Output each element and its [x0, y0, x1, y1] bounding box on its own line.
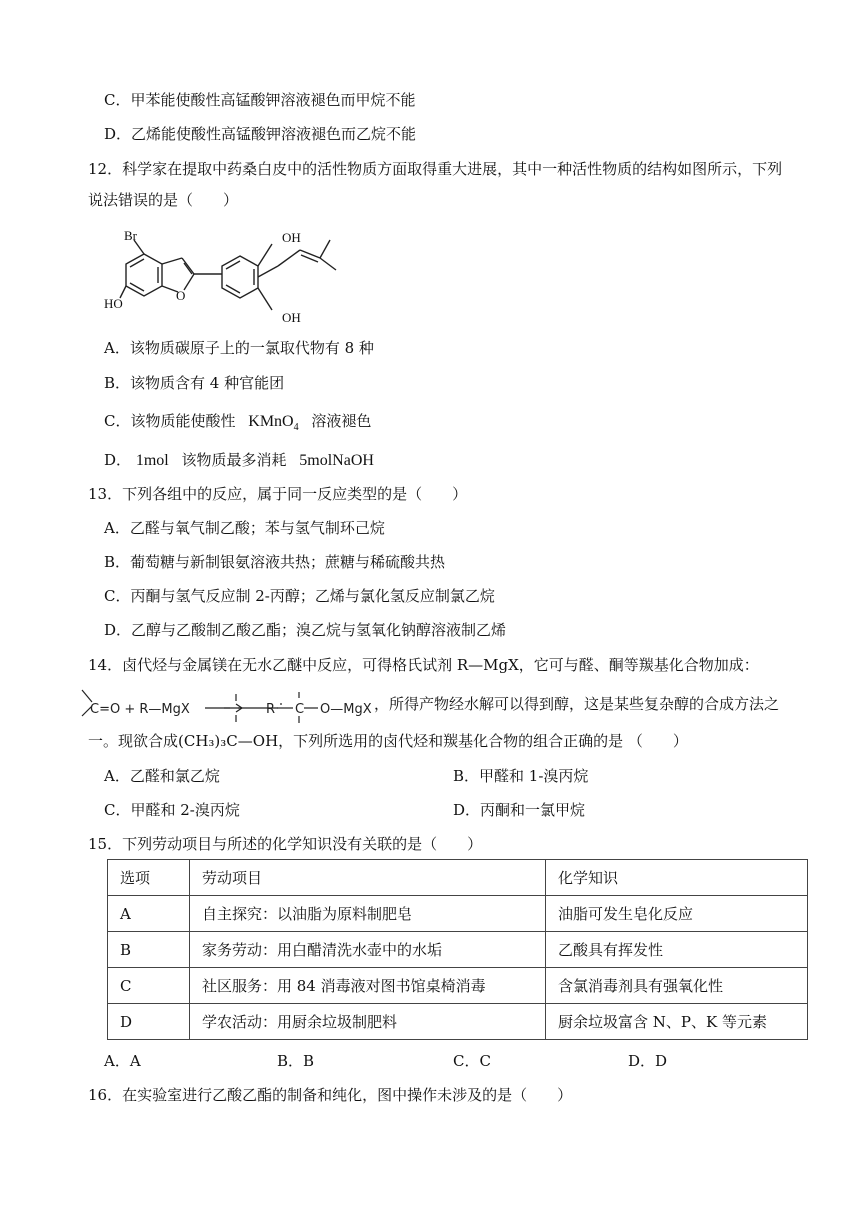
q15-option-c: C．C — [453, 1052, 491, 1070]
table-cell: 学农活动：用厨余垃圾制肥料 — [190, 1004, 546, 1040]
q14-option-d: D．丙酮和一氯甲烷 — [453, 801, 586, 819]
product-r: R — [266, 702, 276, 717]
q15-stem: 15．下列劳动项目与所述的化学知识没有关联的是（ ） — [88, 835, 483, 853]
q11-option-c: C．甲苯能使酸性高锰酸钾溶液褪色而甲烷不能 — [104, 91, 416, 109]
bromine-label: Br — [124, 228, 137, 243]
q13-option-a: A．乙醛与氧气制乙酸；苯与氢气制环己烷 — [104, 519, 385, 537]
q12-option-a: A．该物质碳原子上的一氯取代物有 8 种 — [104, 339, 374, 357]
table-row — [108, 896, 808, 932]
q13-option-b: B．葡萄糖与新制银氨溶液共热；蔗糖与稀硫酸共热 — [104, 553, 446, 571]
table-row — [108, 1004, 808, 1040]
q15-option-d: D．D — [628, 1052, 668, 1070]
product-c: C — [295, 702, 305, 717]
molecular-structure-diagram — [104, 226, 344, 326]
q12-option-c-tail: 溶液褪色 — [311, 412, 372, 430]
hydroxy-label-bottom: OH — [282, 310, 301, 325]
header-labor-item: 劳动项目 — [190, 860, 546, 896]
naoh-formula: 5molNaOH — [299, 452, 374, 469]
table-cell: D — [108, 1004, 190, 1040]
table-cell: A — [108, 896, 190, 932]
q14-option-b: B．甲醛和 1-溴丙烷 — [453, 767, 589, 785]
kmno4-formula: KMnO$_4$ — [248, 413, 299, 434]
table-row — [108, 932, 808, 968]
table-row — [108, 968, 808, 1004]
q14-option-a: A．乙醛和氯乙烷 — [104, 767, 220, 785]
header-option: 选项 — [108, 860, 190, 896]
table-cell: 厨余垃圾富含 N、P、K 等元素 — [546, 1004, 808, 1040]
q12-option-d: D． 1mol 该物质最多消耗 5molNaOH — [104, 451, 374, 469]
q12-option-b: B．该物质含有 4 种官能团 — [104, 374, 285, 392]
q14-stem-line2: ，所得产物经水解可以得到醇，这是某些复杂醇的合成方法之 — [374, 695, 780, 713]
hydroxy-label-left: HO — [104, 296, 123, 311]
table-cell: 油脂可发生皂化反应 — [546, 896, 808, 932]
q13-stem: 13．下列各组中的反应，属于同一反应类型的是（ ） — [88, 485, 468, 503]
q12-option-c-text: C．该物质能使酸性 — [104, 412, 236, 430]
q12-stem-line2: 说法错误的是（ ） — [88, 191, 239, 209]
table-cell: 乙酸具有挥发性 — [546, 932, 808, 968]
q14-stem-line1: 14．卤代烃与金属镁在无水乙醚中反应，可得格氏试剂 R—MgX，它可与醛、酮等羰基化合物加成： — [88, 656, 759, 674]
table-cell: 自主探究：以油脂为原料制肥皂 — [190, 896, 546, 932]
q15-option-b: B．B — [277, 1052, 315, 1070]
q14-stem-line3: 一。现欲合成(CH₃)₃C—OH，下列所选用的卤代烃和羰基化合物的组合正确的是 （ ） — [88, 732, 688, 750]
q12-stem-line1: 12．科学家在提取中药桑白皮中的活性物质方面取得重大进展，其中一种活性物质的结构如图所示，下列 — [88, 160, 783, 178]
q15-table — [107, 859, 808, 1040]
table-cell: 含氯消毒剂具有强氧化性 — [546, 968, 808, 1004]
q15-option-a: A．A — [104, 1052, 141, 1070]
q16-stem: 16．在实验室进行乙酸乙酯的制备和纯化，图中操作未涉及的是（ ） — [88, 1086, 573, 1104]
mol-amount: 1mol — [135, 452, 169, 469]
q14-option-c: C．甲醛和 2-溴丙烷 — [104, 801, 240, 819]
table-cell: 家务劳动：用白醋清洗水壶中的水垢 — [190, 932, 546, 968]
product-omgx: O—MgX — [320, 702, 372, 717]
grignard-reaction-equation — [80, 684, 380, 726]
q12-option-c — [104, 411, 371, 438]
hydroxy-label-top: OH — [282, 230, 301, 245]
carbonyl-reactants: C=O + R—MgX — [90, 702, 190, 717]
q11-option-d: D．乙烯能使酸性高锰酸钾溶液褪色而乙烷不能 — [104, 125, 417, 143]
oxygen-label: O — [176, 288, 186, 303]
table-cell: B — [108, 932, 190, 968]
q13-option-d: D．乙醇与乙酸制乙酸乙酯；溴乙烷与氢氧化钠醇溶液制乙烯 — [104, 621, 507, 639]
header-chem-knowledge: 化学知识 — [546, 860, 808, 896]
table-header-row — [108, 860, 808, 896]
table-cell: C — [108, 968, 190, 1004]
table-cell: 社区服务：用 84 消毒液对图书馆桌椅消毒 — [190, 968, 546, 1004]
q13-option-c: C．丙酮与氢气反应制 2-丙醇；乙烯与氯化氢反应制氯乙烷 — [104, 587, 495, 605]
